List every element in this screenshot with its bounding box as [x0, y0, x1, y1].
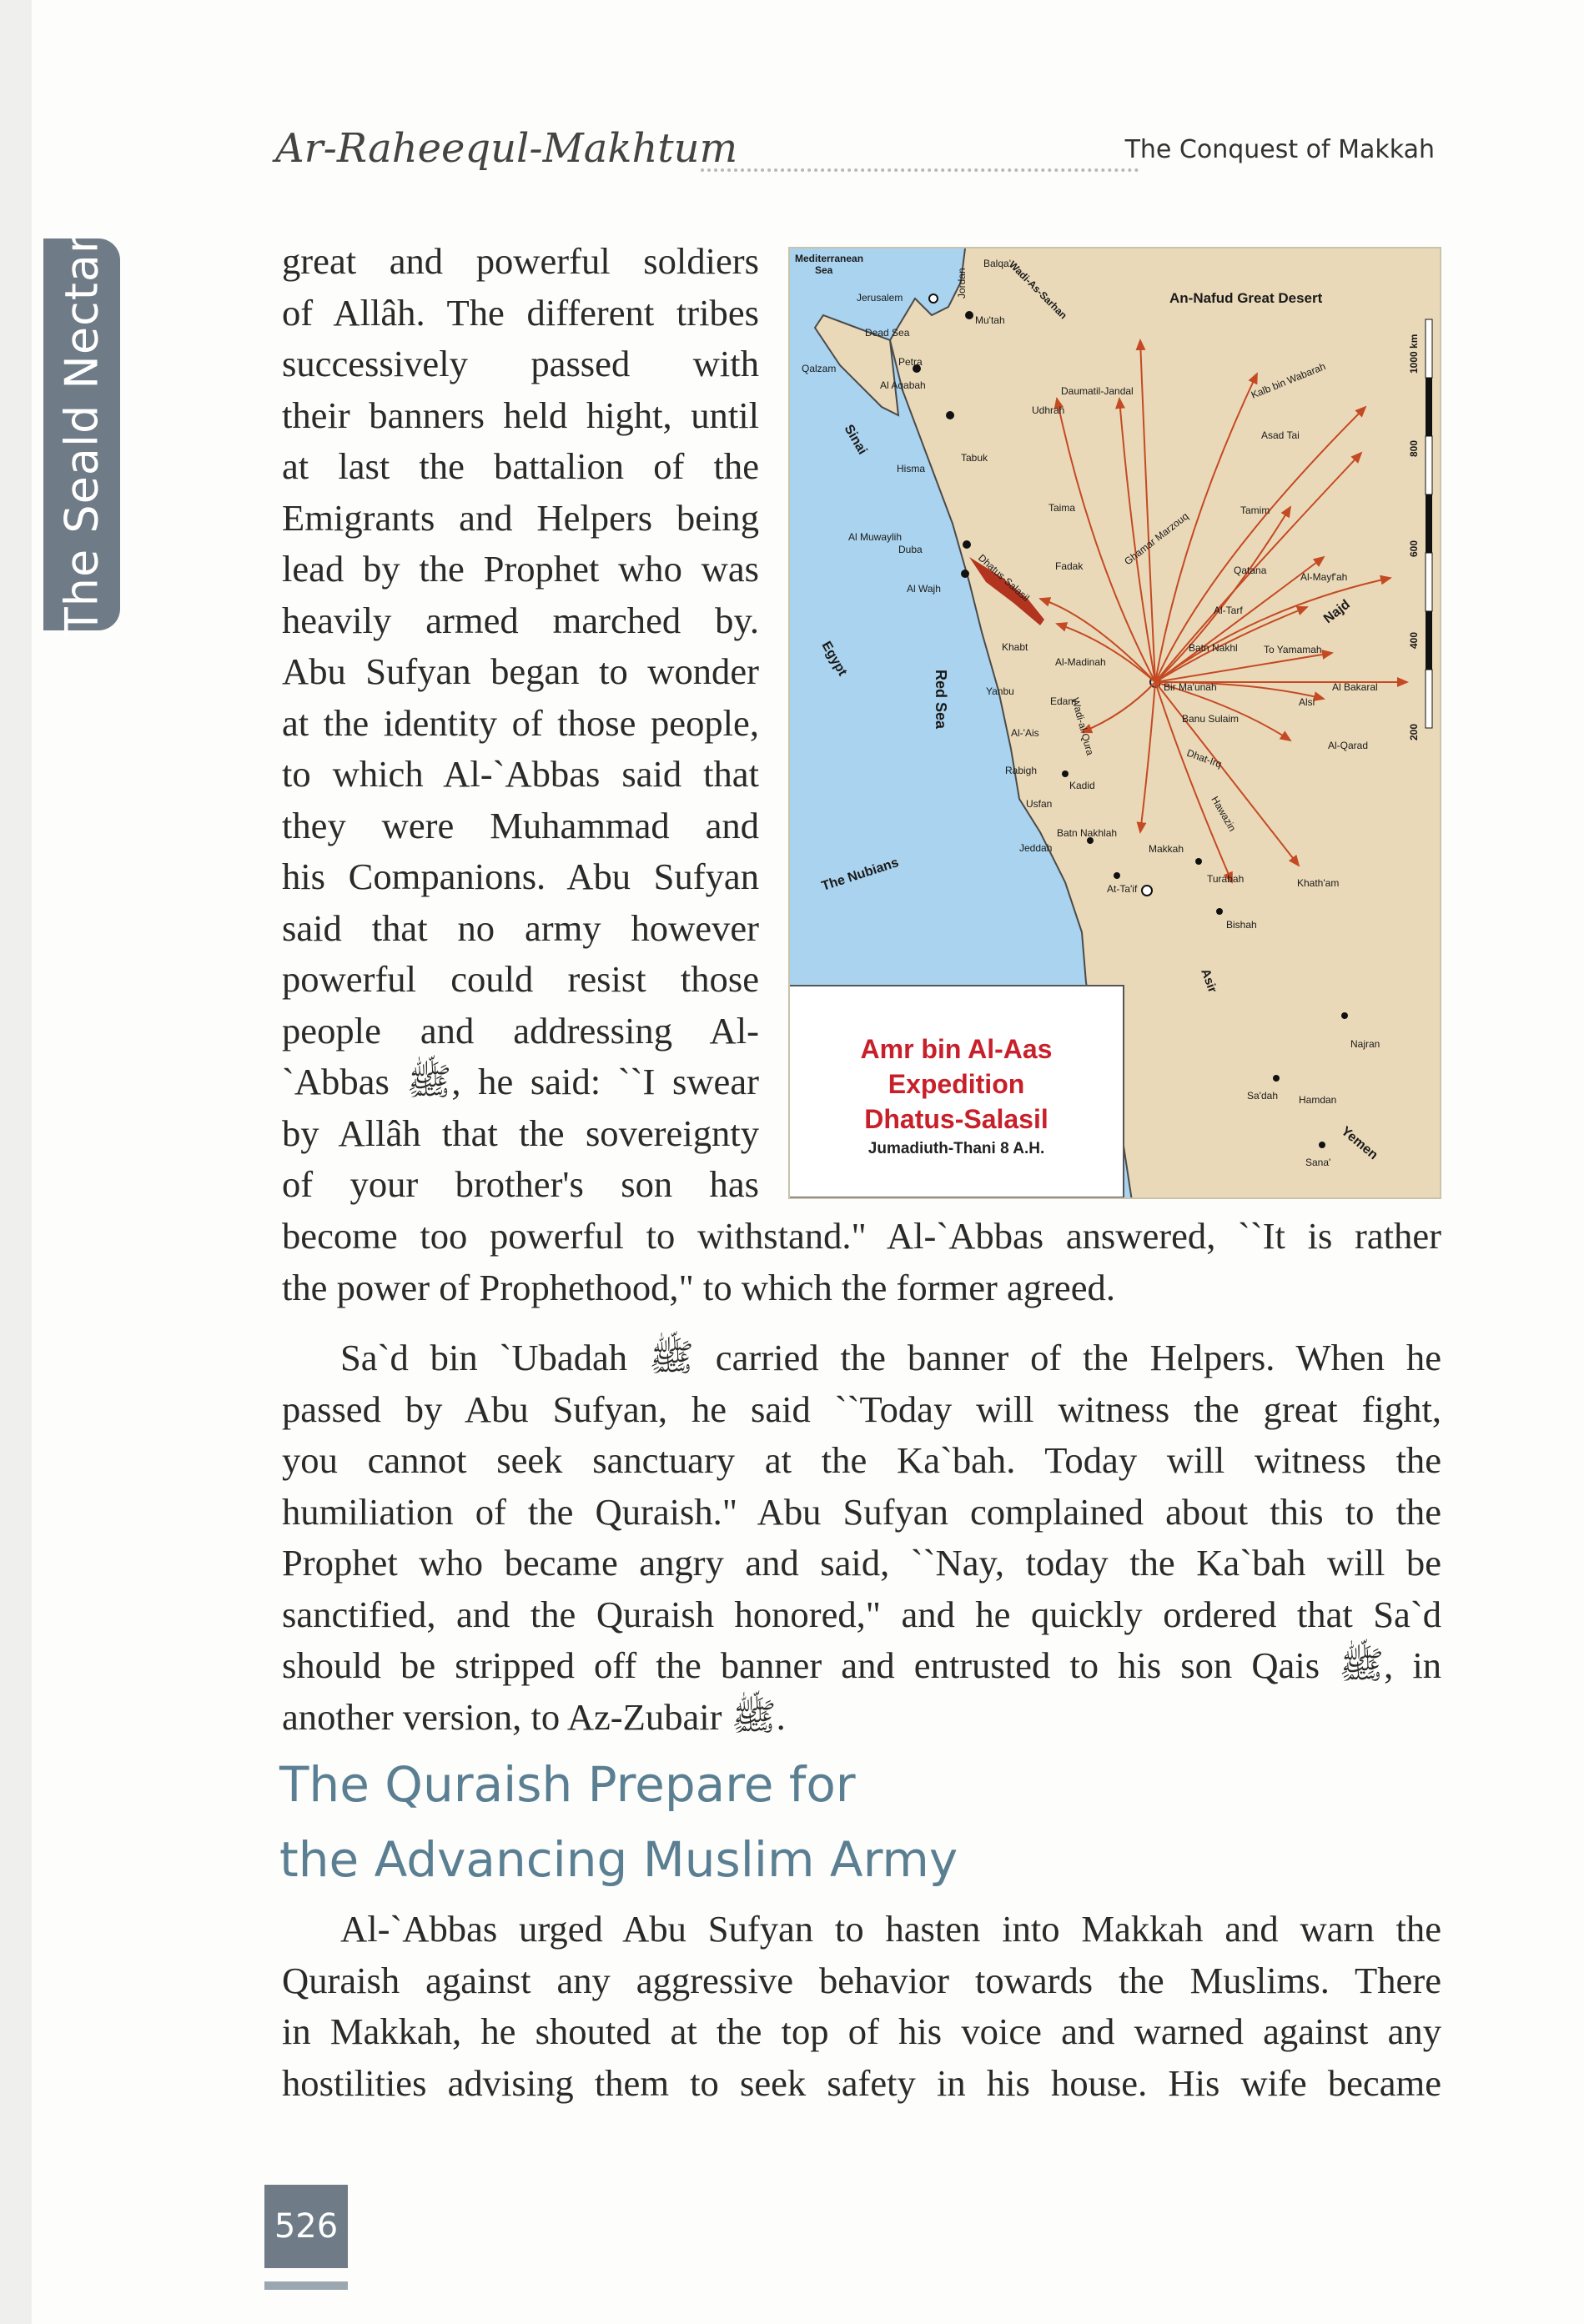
paragraph-1-narrow [282, 236, 759, 1211]
text-line: `Abbas ﷺ, he said: ``I swear [282, 1061, 759, 1102]
map-label: Banu Sulaim [1182, 713, 1240, 725]
scale-label: 600 [1408, 540, 1420, 557]
map-label: Sana' [1305, 1157, 1331, 1168]
map-label: The Nubians [819, 855, 901, 894]
text-line: Prophet who became angry and said, ``Nay, today the Ka`bah will be [282, 1542, 1441, 1584]
map-label: Al-Mayf'ah [1300, 571, 1348, 583]
paragraph-3 [282, 1904, 1441, 2109]
jerusalem-marker [929, 294, 938, 303]
paragraph-2 [282, 1333, 1441, 1743]
map-label: Al-Qarad [1328, 740, 1369, 751]
heading-line-1: The Quraish Prepare for [279, 1756, 856, 1813]
scale-label: 800 [1408, 439, 1420, 457]
map-label: Tabuk [961, 452, 988, 464]
caption-line-4: Jumadiuth-Thani 8 A.H. [867, 1140, 1045, 1157]
caption-line-2: Expedition [888, 1069, 1025, 1099]
text-line: people and addressing Al- [282, 1009, 759, 1052]
map-label: Mu'tah [975, 314, 1005, 326]
paragraph-1-wide [282, 1211, 1441, 1313]
text-line: by Allâh that the sovereignty [282, 1112, 759, 1154]
text-line: powerful could resist those [282, 958, 759, 1000]
map-label: Qatana [1234, 565, 1267, 576]
text-line: passed by Abu Sufyan, he said ``Today will witness the great fight, [282, 1388, 1441, 1430]
map-label: Turabah [1207, 873, 1245, 885]
map-label: Khath'am [1297, 877, 1340, 889]
map-label: Al Aqabah [880, 379, 926, 391]
running-head [275, 125, 1435, 183]
map-caption [788, 985, 1124, 1198]
text-line: the power of Prophethood," to which the former agreed. [282, 1266, 1115, 1308]
text-line: at last the battalion of the [282, 445, 759, 487]
text-line: great and powerful soldiers [282, 240, 759, 282]
text-line: successively passed with [282, 343, 759, 384]
map-label: Dhat-Irq [1184, 746, 1224, 770]
map-label: Makkah [1149, 843, 1184, 855]
map-label: Hisma [897, 463, 926, 474]
map-label: An-Nafud Great Desert [1169, 290, 1323, 306]
scale-bar [1426, 319, 1432, 728]
text-line: heavily armed marched by. [282, 599, 759, 641]
map-label: Wadi-As-Sarhan [1006, 259, 1069, 322]
map-label: Al Bakaral [1332, 681, 1378, 693]
page-number: 526 [264, 2185, 348, 2268]
book-title: Ar-Raheequl-Makhtum [275, 125, 738, 172]
text-line: of Allâh. The different tribes [282, 291, 759, 334]
map-label: Rabigh [1005, 765, 1038, 776]
map-label: Mediterranean [795, 253, 864, 264]
map-label: Usfan [1026, 798, 1053, 810]
scale-label: 1000 km [1408, 334, 1420, 374]
map-label: To Yamamah [1264, 644, 1322, 655]
side-tab-label: The Seald Nectar [55, 233, 108, 635]
scale-label: 400 [1408, 631, 1420, 649]
chapter-title: The Conquest of Makkah [1124, 135, 1435, 164]
map-label: Batn Nakhl [1189, 642, 1238, 654]
map-label: Al-Tarf [1214, 605, 1243, 616]
text-line: in Makkah, he shouted at the top of his voice and warned against any [282, 2010, 1441, 2052]
text-line: humiliation of the Quraish." Abu Sufyan complained about this to the [282, 1490, 1441, 1533]
map-label: Jordan [956, 268, 968, 299]
map-label: Najd [1320, 597, 1353, 627]
map-label: Duba [898, 544, 923, 555]
text-line: should be stripped off the banner and entrusted to his son Qais ﷺ, in [282, 1644, 1442, 1686]
text-line: Sa`d bin `Ubadah ﷺ carried the banner of the Helpers. When he [340, 1337, 1442, 1378]
map-label: Bir Ma'unah [1164, 681, 1217, 693]
map-label: Batn Nakhlah [1057, 827, 1118, 839]
map-label: Sea [815, 264, 833, 276]
map-label: Khabt [1002, 641, 1028, 653]
map-label: Fadak [1055, 560, 1084, 572]
heading-line-2: the Advancing Muslim Army [279, 1831, 958, 1888]
caption-line-1: Amr bin Al-Aas [860, 1034, 1053, 1064]
map-label: Dead Sea [865, 327, 910, 339]
map-label: Wadi-al-Qura [1069, 696, 1096, 757]
map-label: Egypt [818, 639, 850, 679]
text-line: they were Muhammad and [282, 804, 759, 846]
map-label: Alsi [1299, 696, 1315, 708]
map-label: Taima [1048, 502, 1076, 514]
map-label: Najran [1350, 1038, 1380, 1050]
map-label: Red Sea [933, 670, 949, 730]
map-label: Dhatus-Salasil [975, 551, 1032, 605]
map-label: Al Wajh [907, 583, 941, 595]
map-label: Jeddah [1019, 842, 1053, 854]
map-label: Asir [1198, 966, 1220, 995]
dhatus-salasil-zone [969, 557, 1044, 625]
running-head-rule [701, 168, 1139, 172]
map-label: Sa'dah [1247, 1090, 1278, 1102]
text-line: to which Al-`Abbas said that [282, 753, 759, 795]
scale-label: 200 [1408, 723, 1420, 740]
text-line: Abu Sufyan began to wonder [282, 650, 759, 692]
page-number-bar [264, 2281, 348, 2290]
map-label: Bishah [1226, 919, 1257, 931]
map-label: Udhrah [1032, 404, 1065, 416]
text-line: said that no army however [282, 906, 759, 949]
text-line: Emigrants and Helpers being [282, 496, 759, 539]
text-line: lead by the Prophet who was [282, 548, 759, 590]
map-label: Al Muwaylih [848, 531, 903, 543]
caption-line-3: Dhatus-Salasil [864, 1104, 1048, 1134]
map-label: Kadid [1069, 780, 1095, 791]
text-line: another version, to Az-Zubair ﷺ. [282, 1695, 786, 1738]
map-label: Edam [1050, 695, 1077, 707]
text-line: hostilities advising them to seek safety in his house. His wife became [282, 2061, 1441, 2104]
text-line: you cannot seek sanctuary at the Ka`bah. Today will witness the [282, 1439, 1441, 1481]
text-line: sanctified, and the Quraish honored," and he quickly ordered that Sa`d [282, 1593, 1441, 1635]
map-label: Qalzam [802, 363, 837, 374]
text-line: of your brother's son has [282, 1163, 759, 1205]
map-label: Balqa' [983, 258, 1011, 269]
text-line: become too powerful to withstand." Al-`Abbas answered, ``It is rather [282, 1215, 1441, 1257]
map-label: Daumatil-Jandal [1061, 385, 1134, 397]
map-label: Ghamar Marzouq [1122, 509, 1191, 568]
text-line: their banners held hight, until [282, 394, 759, 436]
map-label: Hawazin [1209, 794, 1239, 834]
text-line: at the identity of those people, [282, 701, 759, 744]
map-label: Petra [898, 356, 923, 368]
map-label: Yanbu [986, 685, 1014, 697]
side-tab [43, 233, 120, 635]
map-label: Kalb bin Wabarah [1249, 360, 1328, 401]
map-label: Jerusalem [857, 292, 903, 304]
map-label: Sinai [841, 422, 870, 458]
text-line: Al-`Abbas urged Abu Sufyan to hasten into Makkah and warn the [340, 1908, 1441, 1950]
makkah-marker [1142, 886, 1152, 896]
map-label: Al-Madinah [1055, 656, 1106, 668]
map-label: Hamdan [1299, 1094, 1337, 1106]
map-label: Yemen [1338, 1124, 1380, 1163]
map-label: Tamim [1240, 504, 1270, 516]
section-heading [279, 1747, 1280, 1897]
map-label: Al-'Ais [1011, 727, 1039, 739]
map-label: Asad Tai [1261, 429, 1300, 441]
expedition-map [788, 247, 1441, 1199]
map-label: At-Ta'if [1107, 883, 1138, 895]
text-line: Quraish against any aggressive behavior towards the Muslims. There [282, 1959, 1441, 2001]
text-line: his Companions. Abu Sufyan [282, 856, 759, 897]
page-gutter [0, 0, 32, 2324]
